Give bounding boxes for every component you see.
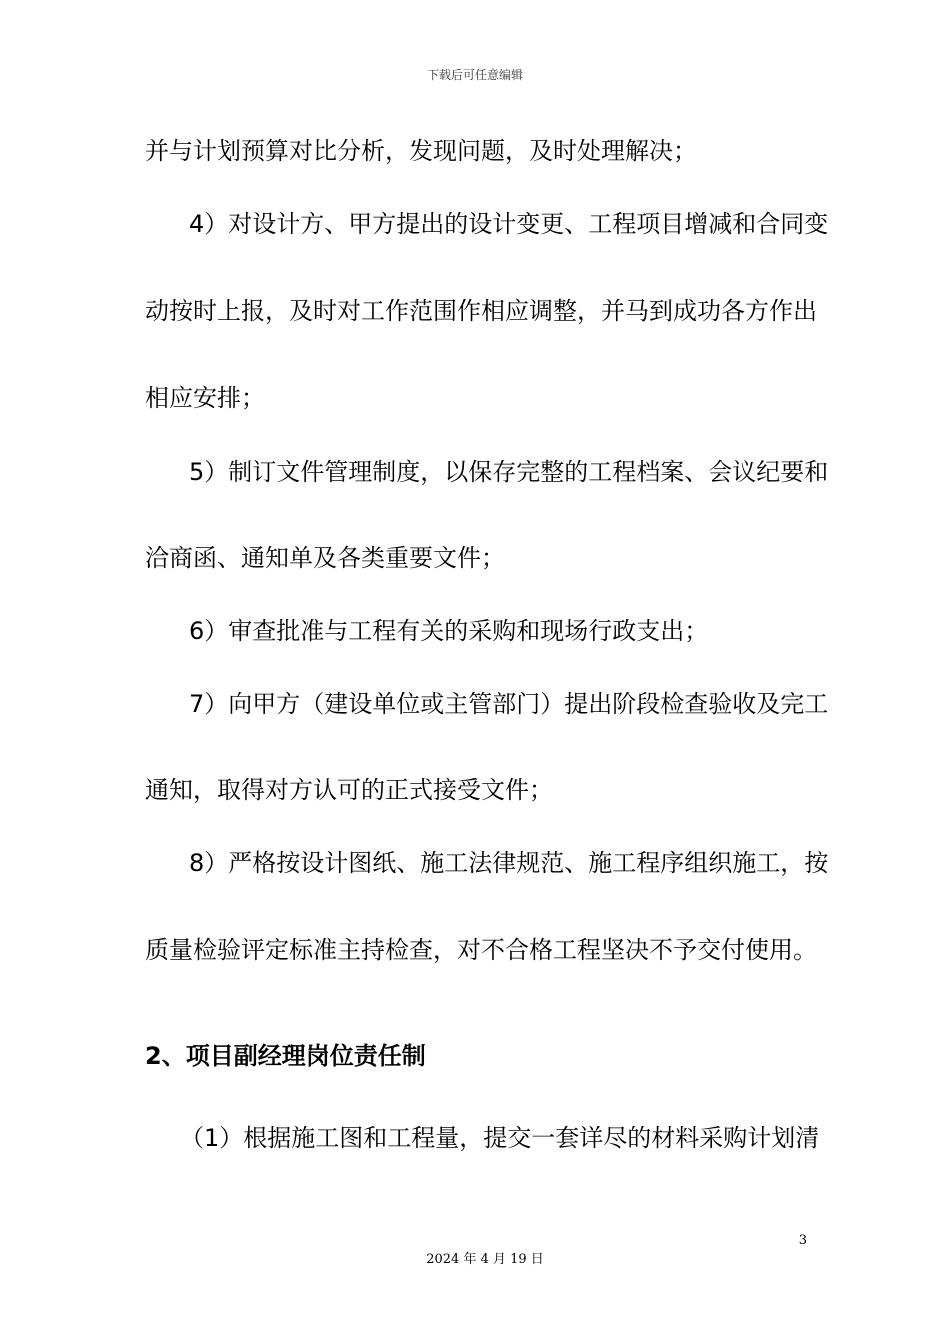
body-line: 动按时上报，及时对工作范围作相应调整，并马到成功各方作出	[145, 297, 817, 325]
body-line: 并与计划预算对比分析，发现问题，及时处理解决；	[145, 137, 697, 165]
body-line: 相应安排；	[145, 384, 265, 412]
body-line: 8）严格按设计图纸、施工法律规范、施工程序组织施工，按	[189, 849, 829, 877]
body-line: 4）对设计方、甲方提出的设计变更、工程项目增减和合同变	[189, 210, 829, 238]
body-line: 5）制订文件管理制度，以保存完整的工程档案、会议纪要和	[189, 458, 829, 486]
body-line: 6）审查批准与工程有关的采购和现场行政支出；	[189, 617, 709, 645]
footer-date: 2024 年 4 月 19 日	[426, 1252, 544, 1267]
body-line: 洽商函、通知单及各类重要文件；	[145, 544, 505, 572]
page-number: 3	[798, 1233, 807, 1248]
section-heading: 2、项目副经理岗位责任制	[145, 1042, 426, 1070]
body-line: 质量检验评定标准主持检查，对不合格工程坚决不予交付使用。	[145, 936, 817, 964]
body-line: 通知，取得对方认可的正式接受文件；	[145, 776, 553, 804]
body-line: 7）向甲方（建设单位或主管部门）提出阶段检查验收及完工	[189, 690, 829, 718]
page-header: 下载后可任意编辑	[426, 68, 523, 82]
section-first-line: （1）根据施工图和工程量，提交一套详尽的材料采购计划清	[180, 1124, 820, 1152]
